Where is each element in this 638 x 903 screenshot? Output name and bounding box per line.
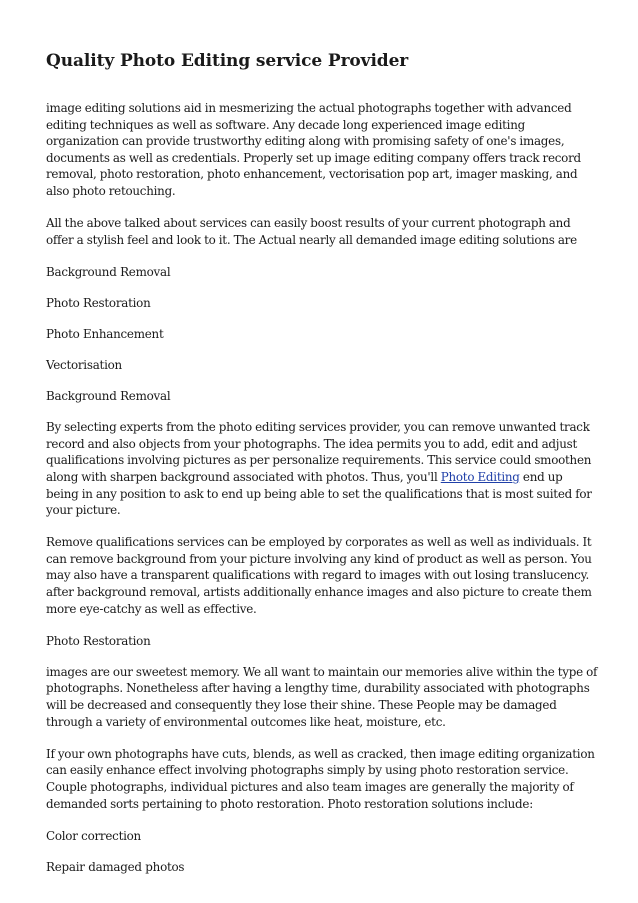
photo-restoration-paragraph-2: If your own photographs have cuts, blends, as well as cracked, then image editing organization can easily enhance effect involving photographs simply by using photo restoration service. Couple photographs, individual pictures and also team images are generally the majority of demanded sorts pertaining to photo restoration. Photo restoration solutions include:	[46, 746, 595, 811]
photo-restoration-paragraph-1: images are our sweetest memory. We all want to maintain our memories alive within the type of photographs. Nonetheless after having a lengthy time, durability associated with photographs will be decreased and consequently they lose their shine. These People may be damaged through a variety of environmental outcomes like heat, moisture, etc.	[46, 664, 598, 729]
page-title: Quality Photo Editing service Provider	[46, 51, 409, 71]
service-item-photo-restoration: Photo Restoration	[46, 295, 151, 310]
intro-paragraph: image editing solutions aid in mesmerizing the actual photographs together with advanced editing techniques as well as software. Any decade long experienced image editing organization can provide trustworthy editing along with promising safety of one's images, documents as well as credentials. Properly set up image editing company offers track record removal, photo restoration, photo enhancement, vectorisation pop art, imager masking, and also photo retouching.	[46, 101, 581, 198]
services-paragraph: All the above talked about services can easily boost results of your current photograph and offer a stylish feel and look to it. The Actual nearly all demanded image editing solutions are	[46, 216, 577, 247]
background-removal-paragraph-1	[46, 419, 598, 519]
background-removal-text-before-link: By selecting experts from the photo editing services provider, you can remove unwanted track record and also objects from your photographs. The idea permits you to add, edit and adjust qualifications involving pictures as per personalize requirements. This service could smoothen along with sharpen background associated with photos. Thus, you'll	[46, 420, 592, 484]
photo-editing-link[interactable]: Photo Editing	[440, 470, 520, 484]
restoration-item-color-correction: Color correction	[46, 828, 141, 843]
service-item-vectorisation: Vectorisation	[46, 358, 122, 373]
background-removal-text-after-link: end up being in any position to ask to end up being able to set the qualifications that is most suited for your picture.	[46, 470, 592, 518]
service-item-photo-enhancement: Photo Enhancement	[46, 326, 164, 341]
background-removal-paragraph-2: Remove qualifications services can be employed by corporates as well as well as individuals. It can remove background from your picture involving any kind of product as well as person. You may also have a transparent qualifications with regard to images with out losing translucency. after background removal, artists additionally enhance images and also picture to create them more eye-catchy as well as effective.	[46, 535, 592, 616]
section-heading-background-removal: Background Removal	[46, 389, 171, 404]
restoration-item-repair-damaged-photos: Repair damaged photos	[46, 859, 185, 874]
section-heading-photo-restoration: Photo Restoration	[46, 633, 151, 648]
service-item-background-removal: Background Removal	[46, 264, 171, 279]
